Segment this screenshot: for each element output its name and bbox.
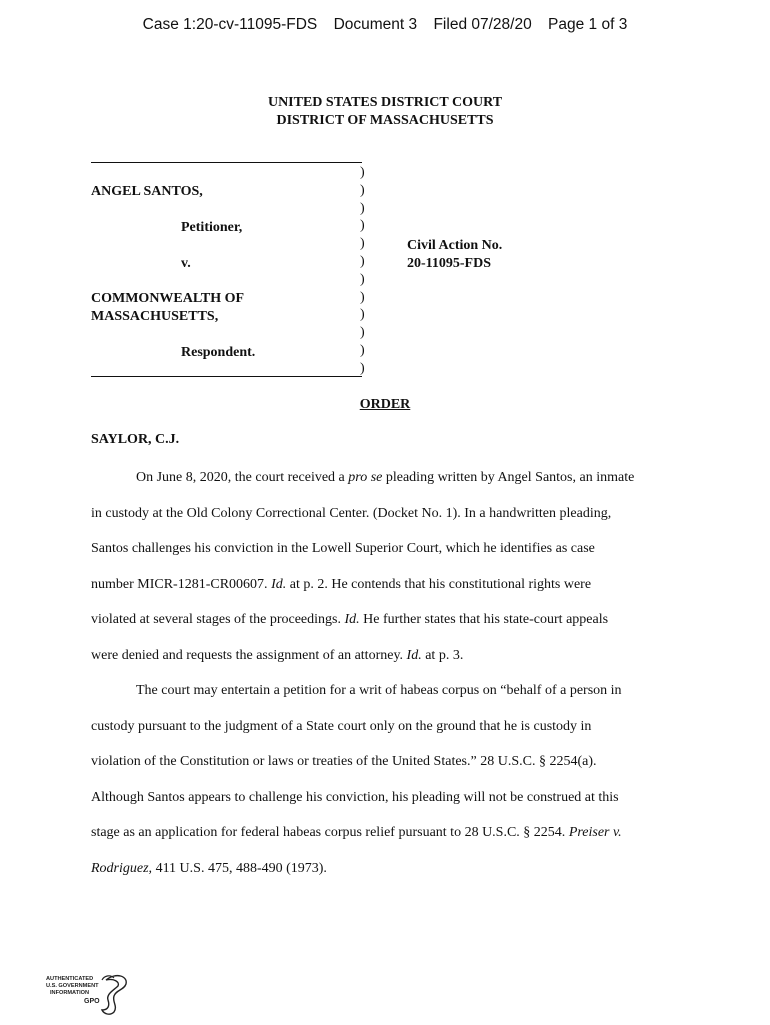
court-name — [0, 94, 770, 130]
paragraph-line: On June 8, 2020, the court received a pro se pleading written by Angel Santos, an inmate — [136, 470, 635, 485]
paragraph-line: in custody at the Old Colony Correctional Center. (Docket No. 1). In a handwritten pleading, — [91, 505, 612, 521]
logo-line-3: INFORMATION — [50, 990, 90, 996]
civil-action-label: Civil Action No. — [407, 238, 503, 253]
judge-name: SAYLOR, C.J. — [91, 432, 180, 447]
paragraph-line: Santos challenges his conviction in the Lowell Superior Court, which he identifies as case — [91, 541, 595, 556]
respondent-role: Respondent. — [181, 345, 256, 360]
petitioner-role: Petitioner, — [181, 220, 243, 235]
page-indicator: Page 1 of 3 — [548, 16, 628, 33]
paragraph-line: custody pursuant to the judgment of a State court only on the ground that he is custody in — [91, 718, 592, 734]
case-header — [0, 16, 770, 34]
versus: v. — [181, 256, 191, 271]
paragraph-line: number MICR-1281-CR00607. Id. at p. 2. He contends that his constitutional rights were — [91, 576, 592, 592]
logo-line-4: GPO — [84, 998, 100, 1005]
order-title: ORDER — [359, 397, 411, 412]
filed-date: Filed 07/28/20 — [433, 16, 532, 33]
court-line-1: UNITED STATES DISTRICT COURT — [267, 95, 503, 110]
paragraph-2 — [91, 681, 691, 894]
caption-bottom-rule — [91, 376, 362, 377]
document-number: Document 3 — [333, 16, 418, 33]
paragraph-line: The court may entertain a petition for a writ of habeas corpus on “behalf of a person in — [136, 683, 622, 698]
respondent-name-line-2: MASSACHUSETTS, — [91, 309, 219, 324]
gpo-authentication-logo — [44, 970, 134, 1025]
gpo-eagle-icon — [44, 970, 134, 1020]
paragraph-line: Although Santos appears to challenge his conviction, his pleading will not be construed at this — [91, 789, 619, 805]
caption-top-rule — [91, 162, 362, 163]
civil-action-number: 20-11095-FDS — [407, 256, 491, 271]
court-line-2: DISTRICT OF MASSACHUSETTS — [276, 113, 494, 128]
caption-parens: ) ) ) ) ) ) ) ) ) ) ) ) — [360, 165, 365, 376]
logo-line-2: U.S. GOVERNMENT — [46, 983, 99, 989]
paragraph-line: stage as an application for federal habeas corpus relief pursuant to 28 U.S.C. § 2254. Preiser v. — [91, 825, 622, 840]
petitioner-name: ANGEL SANTOS, — [91, 184, 203, 199]
paragraph-line: were denied and requests the assignment of an attorney. Id. at p. 3. — [91, 647, 464, 663]
paragraph-line: violated at several stages of the proceedings. Id. He further states that his state-court appeals — [91, 612, 609, 627]
paragraph-1 — [91, 468, 691, 681]
paragraph-line: Rodriguez, 411 U.S. 475, 488-490 (1973). — [91, 860, 327, 876]
respondent-name-line-1: COMMONWEALTH OF — [91, 291, 245, 306]
logo-line-1: AUTHENTICATED — [46, 976, 94, 982]
case-number: Case 1:20-cv-11095-FDS — [142, 16, 318, 33]
paragraph-line: violation of the Constitution or laws or treaties of the United States.” 28 U.S.C. § 2254(a). — [91, 754, 597, 769]
